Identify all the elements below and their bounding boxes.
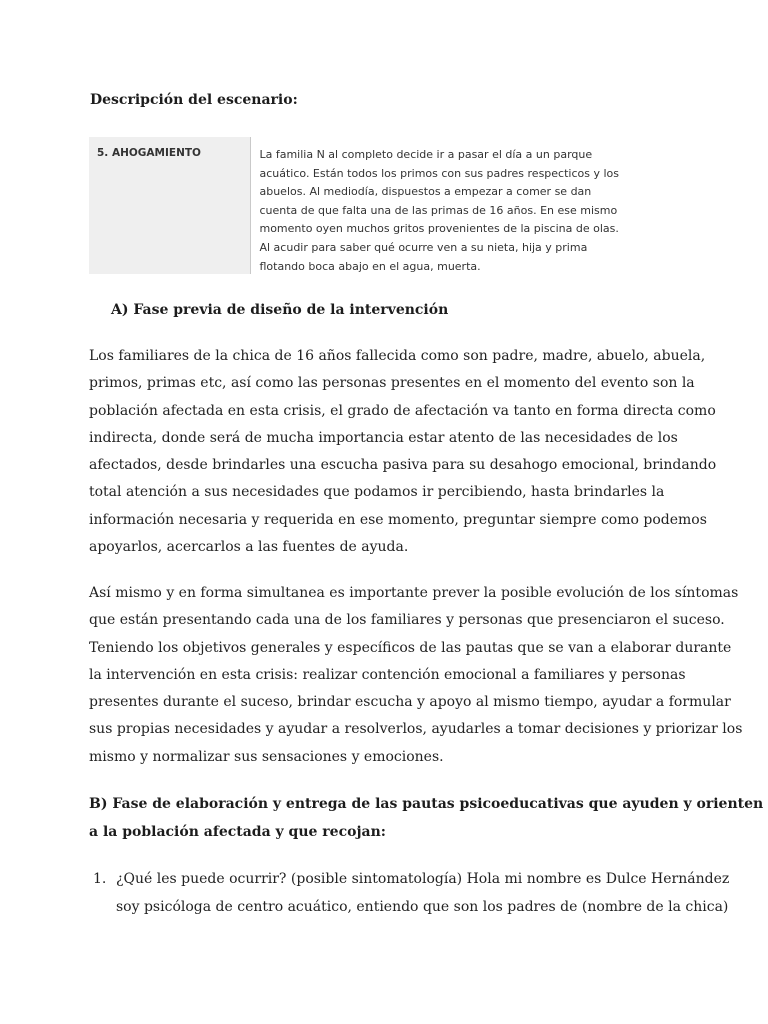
paragraph-line: apoyarlos, acercarlos a las fuentes de ayuda. [89,539,409,556]
paragraph-line: presentes durante el suceso, brindar escucha y apoyo al mismo tiempo, ayudar a formular [89,694,731,711]
paragraph-line: la intervención en esta crisis: realizar contención emocional a familiares y personas [89,666,686,683]
paragraph-line: información necesaria y requerida en ese momento, preguntar siempre como podemos [89,511,707,528]
scenario-line: cuenta de que falta una de las primas de 16 años. En ese mismo [259,203,618,217]
paragraph-2 [89,580,743,771]
scenario-line: Al acudir para saber qué ocurre ven a su nieta, hija y prima [259,240,588,254]
paragraph-1 [89,343,717,561]
paragraph-line: primos, primas etc, así como las personas presentes en el momento del evento son la [89,375,695,392]
paragraph-line: total atención a sus necesidades que podamos ir percibiendo, hasta brindarles la [89,484,665,501]
scenario-line: acuático. Están todos los primos con sus padres respecticos y los [259,166,619,180]
section-b-line: a la población afectada y que recojan: [89,824,386,840]
list-line: ¿Qué les puede ocurrir? (posible sintomatología) Hola mi nombre es Dulce Hernández [116,871,730,887]
paragraph-line: Los familiares de la chica de 16 años fallecida como son padre, madre, abuelo, abuela, [89,348,706,364]
list-item-text [116,865,729,921]
scenario-description [251,137,619,274]
paragraph-line: sus propias necesidades y ayudar a resolverlos, ayudarles a tomar decisiones y priorizar los [89,721,743,738]
scenario-line: momento oyen muchos gritos provenientes de la piscina de olas. [259,222,619,236]
section-b-title [89,790,764,846]
scenario-table [89,137,619,274]
scenario-heading: Descripción del escenario: [90,92,298,108]
scenario-line: La familia N al completo decide ir a pasar el día a un parque [259,148,593,161]
paragraph-line: afectados, desde brindarles una escucha pasiva para su desahogo emocional, brindando [89,457,717,474]
scenario-line: abuelos. Al mediodía, dispuestos a empezar a comer se dan [259,185,592,199]
section-b-line: B) Fase de elaboración y entrega de las pautas psicoeducativas que ayuden y orienten [89,796,764,812]
scenario-line: flotando boca abajo en el agua, muerta. [259,259,481,273]
paragraph-line: mismo y normalizar sus sensaciones y emociones. [89,748,444,765]
paragraph-line: Teniendo los objetivos generales y específicos de las pautas que se van a elaborar durante [89,639,732,656]
paragraph-line: indirecta, donde será de mucha importancia estar atento de las necesidades de los [89,429,678,446]
scenario-label: 5. AHOGAMIENTO [89,137,251,274]
list-number: 1. [93,871,107,887]
paragraph-line: Así mismo y en forma simultanea es importante prever la posible evolución de los síntomas [89,585,739,601]
paragraph-line: que están presentando cada una de los familiares y personas que presenciaron el suceso. [89,612,725,629]
section-a-title: A) Fase previa de diseño de la intervención [111,302,449,318]
paragraph-line: población afectada en esta crisis, el grado de afectación va tanto en forma directa como [89,402,716,419]
list-line: soy psicóloga de centro acuático, entiendo que son los padres de (nombre de la chica) [116,899,729,915]
